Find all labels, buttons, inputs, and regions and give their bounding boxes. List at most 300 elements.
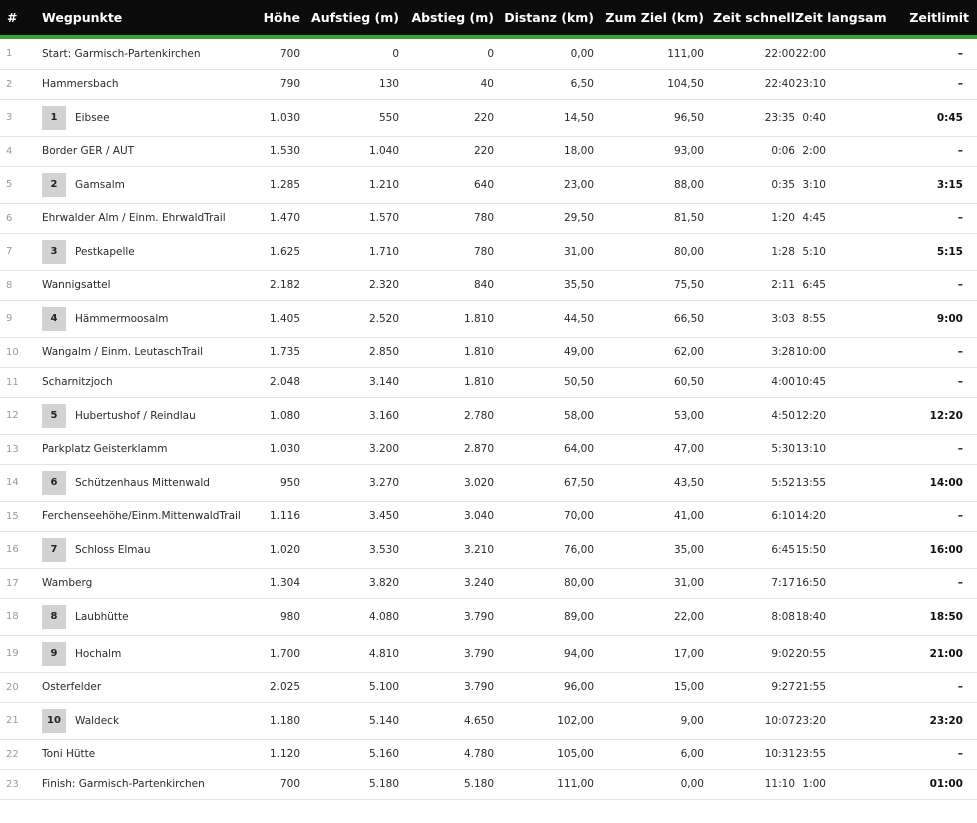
waypoint-label: Ehrwalder Alm / Einm. EhrwaldTrail <box>42 212 226 224</box>
distance-cell: 0,00 <box>494 39 594 69</box>
row-number: 16 <box>0 531 42 568</box>
time-limit-cell: – <box>901 434 977 464</box>
time-fast-cell: 23:35 <box>704 99 795 136</box>
header-ascent: Aufstieg (m) <box>311 10 399 25</box>
descent-cell: 3.210 <box>399 531 494 568</box>
time-fast-cell: 22:40 <box>704 69 795 99</box>
waypoint-label: Start: Garmisch-Partenkirchen <box>42 47 201 60</box>
distance-cell: 102,00 <box>494 702 594 739</box>
height-cell: 1.304 <box>260 568 300 598</box>
ascent-cell: 3.200 <box>300 434 399 464</box>
table-row <box>0 203 977 233</box>
ascent-cell: 550 <box>300 99 399 136</box>
waypoint-name <box>42 136 260 166</box>
to-goal-cell: 43,50 <box>594 464 704 501</box>
waypoint-name <box>42 69 260 99</box>
table-row <box>0 367 977 397</box>
to-goal-cell: 17,00 <box>594 635 704 672</box>
row-number: 4 <box>0 136 42 166</box>
time-slow-cell: 10:45 <box>795 367 901 397</box>
to-goal-cell: 75,50 <box>594 270 704 300</box>
to-goal-cell: 6,00 <box>594 739 704 769</box>
height-cell: 1.285 <box>260 166 300 203</box>
waypoint-name <box>42 672 260 702</box>
time-fast-cell: 9:02 <box>704 635 795 672</box>
time-limit-cell: 12:20 <box>901 397 977 434</box>
time-fast-cell: 5:30 <box>704 434 795 464</box>
height-cell: 1.180 <box>260 702 300 739</box>
table-row <box>0 434 977 464</box>
descent-cell: 2.780 <box>399 397 494 434</box>
ascent-cell: 130 <box>300 69 399 99</box>
time-slow-cell: 12:20 <box>795 397 901 434</box>
waypoint-label: Eibsee <box>75 111 110 124</box>
row-number: 5 <box>0 166 42 203</box>
time-limit-cell: – <box>901 69 977 99</box>
to-goal-cell: 60,50 <box>594 367 704 397</box>
to-goal-cell: 53,00 <box>594 397 704 434</box>
ascent-cell: 3.270 <box>300 464 399 501</box>
distance-cell: 64,00 <box>494 434 594 464</box>
descent-cell: 1.810 <box>399 367 494 397</box>
to-goal-cell: 93,00 <box>594 136 704 166</box>
waypoint-name <box>42 702 260 739</box>
to-goal-cell: 47,00 <box>594 434 704 464</box>
ascent-cell: 2.320 <box>300 270 399 300</box>
waypoint-label: Schloss Elmau <box>75 543 151 556</box>
distance-cell: 44,50 <box>494 300 594 337</box>
waypoint-label: Hämmermoosalm <box>75 312 169 325</box>
height-cell: 2.048 <box>260 367 300 397</box>
to-goal-cell: 22,00 <box>594 598 704 635</box>
time-fast-cell: 9:27 <box>704 672 795 702</box>
distance-cell: 49,00 <box>494 337 594 367</box>
distance-cell: 18,00 <box>494 136 594 166</box>
time-limit-cell: 5:15 <box>901 233 977 270</box>
time-fast-cell: 4:00 <box>704 367 795 397</box>
ascent-cell: 3.450 <box>300 501 399 531</box>
waypoint-label: Finish: Garmisch-Partenkirchen <box>42 778 205 790</box>
row-number: 23 <box>0 769 42 799</box>
time-fast-cell: 4:50 <box>704 397 795 434</box>
waypoint-name <box>42 233 260 270</box>
table-row <box>0 739 977 769</box>
waypoint-label: Laubhütte <box>75 610 129 623</box>
descent-cell: 640 <box>399 166 494 203</box>
time-fast-cell: 0:35 <box>704 166 795 203</box>
waypoint-name <box>42 635 260 672</box>
time-fast-cell: 3:03 <box>704 300 795 337</box>
ascent-cell: 4.080 <box>300 598 399 635</box>
time-fast-cell: 10:07 <box>704 702 795 739</box>
header-row <box>0 0 977 35</box>
time-slow-cell: 14:20 <box>795 501 901 531</box>
waypoint-name <box>42 166 260 203</box>
to-goal-cell: 111,00 <box>594 39 704 69</box>
row-number: 15 <box>0 501 42 531</box>
time-fast-cell: 7:17 <box>704 568 795 598</box>
height-cell: 1.120 <box>260 739 300 769</box>
waypoint-label: Scharnitzjoch <box>42 376 113 388</box>
row-number: 19 <box>0 635 42 672</box>
table-row <box>0 337 977 367</box>
height-cell: 1.405 <box>260 300 300 337</box>
waypoints-table-body <box>0 39 977 800</box>
time-limit-cell: 9:00 <box>901 300 977 337</box>
waypoint-label: Schützenhaus Mittenwald <box>75 476 210 489</box>
time-fast-cell: 2:11 <box>704 270 795 300</box>
time-limit-cell: – <box>901 203 977 233</box>
ascent-cell: 5.140 <box>300 702 399 739</box>
descent-cell: 3.240 <box>399 568 494 598</box>
descent-cell: 3.790 <box>399 672 494 702</box>
to-goal-cell: 9,00 <box>594 702 704 739</box>
waypoint-label: Wannigsattel <box>42 279 111 291</box>
row-number: 6 <box>0 203 42 233</box>
height-cell: 1.735 <box>260 337 300 367</box>
time-slow-cell: 3:10 <box>795 166 901 203</box>
time-fast-cell: 11:10 <box>704 769 795 799</box>
waypoint-label: Hochalm <box>75 647 122 660</box>
waypoint-label: Pestkapelle <box>75 245 135 258</box>
descent-cell: 3.790 <box>399 635 494 672</box>
table-body <box>0 39 977 799</box>
ascent-cell: 1.710 <box>300 233 399 270</box>
time-slow-cell: 13:10 <box>795 434 901 464</box>
header-waypoints: Wegpunkte <box>42 10 123 25</box>
time-limit-cell: 14:00 <box>901 464 977 501</box>
waypoint-name <box>42 39 260 69</box>
height-cell: 2.182 <box>260 270 300 300</box>
time-slow-cell: 20:55 <box>795 635 901 672</box>
time-fast-cell: 1:20 <box>704 203 795 233</box>
table-row <box>0 397 977 434</box>
time-slow-cell: 2:00 <box>795 136 901 166</box>
time-limit-cell: 18:50 <box>901 598 977 635</box>
waypoint-name <box>42 99 260 136</box>
header-num: # <box>7 10 18 25</box>
row-number: 7 <box>0 233 42 270</box>
header-descent: Abstieg (m) <box>411 10 494 25</box>
descent-cell: 1.810 <box>399 300 494 337</box>
to-goal-cell: 96,50 <box>594 99 704 136</box>
aid-station-badge: 9 <box>42 642 66 666</box>
descent-cell: 1.810 <box>399 337 494 367</box>
aid-station-badge: 8 <box>42 605 66 629</box>
height-cell: 1.020 <box>260 531 300 568</box>
ascent-cell: 0 <box>300 39 399 69</box>
descent-cell: 840 <box>399 270 494 300</box>
ascent-cell: 3.530 <box>300 531 399 568</box>
descent-cell: 5.180 <box>399 769 494 799</box>
to-goal-cell: 88,00 <box>594 166 704 203</box>
to-goal-cell: 104,50 <box>594 69 704 99</box>
aid-station-badge: 5 <box>42 404 66 428</box>
distance-cell: 29,50 <box>494 203 594 233</box>
table-row <box>0 672 977 702</box>
to-goal-cell: 35,00 <box>594 531 704 568</box>
waypoint-name <box>42 203 260 233</box>
to-goal-cell: 31,00 <box>594 568 704 598</box>
row-number: 9 <box>0 300 42 337</box>
height-cell: 1.116 <box>260 501 300 531</box>
table-row <box>0 99 977 136</box>
table-row <box>0 233 977 270</box>
time-slow-cell: 23:55 <box>795 739 901 769</box>
waypoint-name <box>42 531 260 568</box>
ascent-cell: 2.520 <box>300 300 399 337</box>
height-cell: 2.025 <box>260 672 300 702</box>
time-slow-cell: 6:45 <box>795 270 901 300</box>
time-limit-cell: – <box>901 136 977 166</box>
waypoint-label: Parkplatz Geisterklamm <box>42 443 168 455</box>
time-fast-cell: 3:28 <box>704 337 795 367</box>
distance-cell: 94,00 <box>494 635 594 672</box>
waypoint-name <box>42 464 260 501</box>
ascent-cell: 4.810 <box>300 635 399 672</box>
descent-cell: 4.780 <box>399 739 494 769</box>
time-limit-cell: 16:00 <box>901 531 977 568</box>
table-row <box>0 531 977 568</box>
height-cell: 1.625 <box>260 233 300 270</box>
time-fast-cell: 6:10 <box>704 501 795 531</box>
table-row <box>0 635 977 672</box>
descent-cell: 4.650 <box>399 702 494 739</box>
waypoint-label: Wamberg <box>42 577 93 589</box>
header-time-limit: Zeitlimit <box>909 10 969 25</box>
time-limit-cell: 3:15 <box>901 166 977 203</box>
row-number: 1 <box>0 39 42 69</box>
time-limit-cell: – <box>901 270 977 300</box>
height-cell: 980 <box>260 598 300 635</box>
waypoint-name <box>42 300 260 337</box>
table-row <box>0 769 977 799</box>
aid-station-badge: 2 <box>42 173 66 197</box>
waypoint-label: Ferchenseehöhe/Einm.MittenwaldTrail <box>42 510 241 522</box>
waypoint-label: Osterfelder <box>42 681 102 693</box>
header-distance: Distanz (km) <box>504 10 594 25</box>
height-cell: 1.530 <box>260 136 300 166</box>
waypoint-name <box>42 434 260 464</box>
table-row <box>0 568 977 598</box>
table-row <box>0 501 977 531</box>
table-row <box>0 702 977 739</box>
waypoint-name <box>42 367 260 397</box>
waypoint-label: Wangalm / Einm. LeutaschTrail <box>42 346 204 358</box>
ascent-cell: 3.160 <box>300 397 399 434</box>
ascent-cell: 5.160 <box>300 739 399 769</box>
row-number: 10 <box>0 337 42 367</box>
time-slow-cell: 18:40 <box>795 598 901 635</box>
table-row <box>0 39 977 69</box>
time-slow-cell: 13:55 <box>795 464 901 501</box>
height-cell: 1.080 <box>260 397 300 434</box>
waypoint-name <box>42 397 260 434</box>
time-slow-cell: 0:40 <box>795 99 901 136</box>
descent-cell: 3.790 <box>399 598 494 635</box>
aid-station-badge: 3 <box>42 240 66 264</box>
distance-cell: 96,00 <box>494 672 594 702</box>
time-fast-cell: 10:31 <box>704 739 795 769</box>
descent-cell: 3.040 <box>399 501 494 531</box>
descent-cell: 220 <box>399 99 494 136</box>
to-goal-cell: 62,00 <box>594 337 704 367</box>
ascent-cell: 3.820 <box>300 568 399 598</box>
time-fast-cell: 22:00 <box>704 39 795 69</box>
row-number: 14 <box>0 464 42 501</box>
descent-cell: 220 <box>399 136 494 166</box>
time-fast-cell: 5:52 <box>704 464 795 501</box>
table-header <box>0 0 977 35</box>
waypoint-name <box>42 501 260 531</box>
waypoint-label: Hubertushof / Reindlau <box>75 409 196 422</box>
row-number: 3 <box>0 99 42 136</box>
time-slow-cell: 15:50 <box>795 531 901 568</box>
to-goal-cell: 15,00 <box>594 672 704 702</box>
waypoint-name <box>42 739 260 769</box>
ascent-cell: 3.140 <box>300 367 399 397</box>
height-cell: 1.470 <box>260 203 300 233</box>
waypoint-name <box>42 270 260 300</box>
distance-cell: 31,00 <box>494 233 594 270</box>
height-cell: 950 <box>260 464 300 501</box>
ascent-cell: 5.100 <box>300 672 399 702</box>
row-number: 22 <box>0 739 42 769</box>
row-number: 8 <box>0 270 42 300</box>
descent-cell: 780 <box>399 233 494 270</box>
time-limit-cell: 23:20 <box>901 702 977 739</box>
aid-station-badge: 7 <box>42 538 66 562</box>
height-cell: 700 <box>260 769 300 799</box>
height-cell: 1.030 <box>260 99 300 136</box>
to-goal-cell: 66,50 <box>594 300 704 337</box>
height-cell: 1.700 <box>260 635 300 672</box>
distance-cell: 67,50 <box>494 464 594 501</box>
ascent-cell: 1.570 <box>300 203 399 233</box>
time-slow-cell: 22:00 <box>795 39 901 69</box>
header-height: Höhe <box>263 10 300 25</box>
time-limit-cell: 0:45 <box>901 99 977 136</box>
waypoint-name <box>42 337 260 367</box>
distance-cell: 23,00 <box>494 166 594 203</box>
time-limit-cell: – <box>901 672 977 702</box>
header-time-fast: Zeit schnell <box>713 10 795 25</box>
descent-cell: 3.020 <box>399 464 494 501</box>
waypoint-label: Waldeck <box>75 714 120 727</box>
time-limit-cell: – <box>901 568 977 598</box>
row-number: 2 <box>0 69 42 99</box>
time-slow-cell: 10:00 <box>795 337 901 367</box>
row-number: 13 <box>0 434 42 464</box>
time-slow-cell: 23:10 <box>795 69 901 99</box>
table-row <box>0 69 977 99</box>
distance-cell: 6,50 <box>494 69 594 99</box>
time-slow-cell: 23:20 <box>795 702 901 739</box>
row-number: 21 <box>0 702 42 739</box>
row-number: 17 <box>0 568 42 598</box>
time-limit-cell: – <box>901 739 977 769</box>
aid-station-badge: 1 <box>42 106 66 130</box>
time-slow-cell: 21:55 <box>795 672 901 702</box>
table-row <box>0 464 977 501</box>
waypoint-name <box>42 598 260 635</box>
descent-cell: 780 <box>399 203 494 233</box>
waypoint-name <box>42 568 260 598</box>
row-number: 11 <box>0 367 42 397</box>
waypoint-label: Toni Hütte <box>42 748 96 760</box>
time-limit-cell: 01:00 <box>901 769 977 799</box>
table-row <box>0 136 977 166</box>
time-fast-cell: 6:45 <box>704 531 795 568</box>
row-number: 18 <box>0 598 42 635</box>
time-limit-cell: – <box>901 501 977 531</box>
distance-cell: 105,00 <box>494 739 594 769</box>
aid-station-badge: 10 <box>42 709 66 733</box>
aid-station-badge: 6 <box>42 471 66 495</box>
waypoint-label: Hammersbach <box>42 78 119 90</box>
header-time-slow: Zeit langsam <box>795 10 887 25</box>
waypoint-label: Border GER / AUT <box>42 145 135 157</box>
descent-cell: 0 <box>399 39 494 69</box>
to-goal-cell: 81,50 <box>594 203 704 233</box>
time-slow-cell: 1:00 <box>795 769 901 799</box>
row-number: 20 <box>0 672 42 702</box>
ascent-cell: 2.850 <box>300 337 399 367</box>
distance-cell: 50,50 <box>494 367 594 397</box>
height-cell: 790 <box>260 69 300 99</box>
ascent-cell: 1.040 <box>300 136 399 166</box>
table-row <box>0 270 977 300</box>
distance-cell: 35,50 <box>494 270 594 300</box>
to-goal-cell: 0,00 <box>594 769 704 799</box>
to-goal-cell: 80,00 <box>594 233 704 270</box>
distance-cell: 14,50 <box>494 99 594 136</box>
waypoints-table <box>0 0 977 35</box>
time-limit-cell: 21:00 <box>901 635 977 672</box>
distance-cell: 89,00 <box>494 598 594 635</box>
time-fast-cell: 0:06 <box>704 136 795 166</box>
time-slow-cell: 8:55 <box>795 300 901 337</box>
descent-cell: 40 <box>399 69 494 99</box>
distance-cell: 76,00 <box>494 531 594 568</box>
table-row <box>0 598 977 635</box>
table-row <box>0 166 977 203</box>
time-fast-cell: 8:08 <box>704 598 795 635</box>
distance-cell: 111,00 <box>494 769 594 799</box>
height-cell: 700 <box>260 39 300 69</box>
time-fast-cell: 1:28 <box>704 233 795 270</box>
time-limit-cell: – <box>901 337 977 367</box>
distance-cell: 70,00 <box>494 501 594 531</box>
to-goal-cell: 41,00 <box>594 501 704 531</box>
height-cell: 1.030 <box>260 434 300 464</box>
header-to-goal: Zum Ziel (km) <box>605 10 704 25</box>
time-limit-cell: – <box>901 367 977 397</box>
time-slow-cell: 16:50 <box>795 568 901 598</box>
ascent-cell: 5.180 <box>300 769 399 799</box>
waypoint-label: Gamsalm <box>75 178 125 191</box>
distance-cell: 58,00 <box>494 397 594 434</box>
descent-cell: 2.870 <box>399 434 494 464</box>
time-slow-cell: 4:45 <box>795 203 901 233</box>
table-row <box>0 300 977 337</box>
row-number: 12 <box>0 397 42 434</box>
ascent-cell: 1.210 <box>300 166 399 203</box>
time-limit-cell: – <box>901 39 977 69</box>
time-slow-cell: 5:10 <box>795 233 901 270</box>
distance-cell: 80,00 <box>494 568 594 598</box>
waypoint-name <box>42 769 260 799</box>
